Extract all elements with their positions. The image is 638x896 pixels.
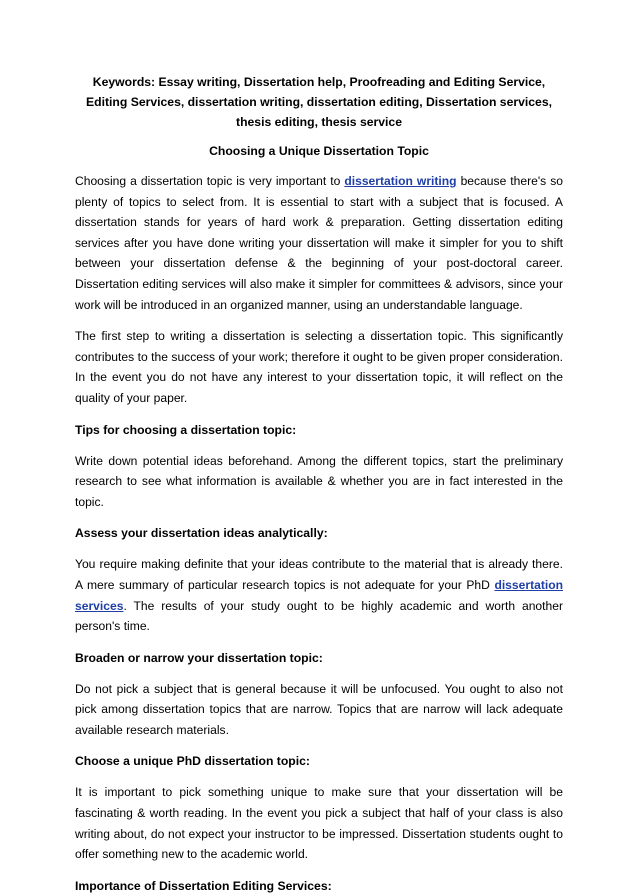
assess-paragraph [75,554,563,636]
tips-paragraph: Write down potential ideas beforehand. Among the different topics, start the preliminary research to see what information is available & whether you are in fact interested in the topic. [75,453,563,509]
first-step-paragraph: The first step to writing a dissertation is selecting a dissertation topic. This significantly contributes to the success of your work; therefore it ought to be given proper consideration. In the event you do not have any interest to your dissertation topic, it will reflect on the quality of your paper. [75,329,563,405]
tips-heading: Tips for choosing a dissertation topic: [75,422,297,437]
dissertation-writing-link[interactable]: dissertation writing [344,174,457,188]
intro-text-after: because there's so plenty of topics to select from. It is essential to start with a subject that is focused. A dissertation stands for years of hard work & preparation. Getting dissertation editing services after you have done writing your dissertation will make it simpler for you to shift between your dissertation defense & the beginning of your post-doctoral career. Dissertation editing services will also make it simpler for committees & advisors, since your work will be introduced in an organized manner, using an understandable language. [75,174,564,312]
broaden-paragraph: Do not pick a subject that is general because it will be unfocused. You ought to also not pick among dissertation topics that are narrow. Topics that are narrow will lack adequate available research materials. [75,681,563,737]
intro-text-before: Choosing a dissertation topic is very important to [75,174,345,188]
unique-topic-paragraph: It is important to pick something unique to make sure that your dissertation will be fascinating & worth reading. In the event you pick a subject that half of your class is also writing about, do not expect your instructor to be impressed. Dissertation students ought to offer something new to the academic world. [75,785,563,862]
assess-text-after: . The results of your study ought to be highly academic and worth another person's time. [75,598,563,634]
dissertation-services-link[interactable]: dissertation services [75,577,563,613]
intro-paragraph [75,171,563,315]
assess-heading: Assess your dissertation ideas analytically: [75,526,328,541]
unique-topic-heading: Choose a unique PhD dissertation topic: [75,754,310,769]
assess-text-before: You require making definite that your ideas contribute to the material that is already there. A mere summary of particular research topics is not adequate for your PhD [75,557,563,592]
keywords-line: Keywords: Essay writing, Dissertation help, Proofreading and Editing Service, Editing Services, dissertation writing, dissertation editing, Dissertation services, thesis editing, thesis service [86,75,552,129]
broaden-heading: Broaden or narrow your dissertation topic: [75,650,323,665]
page-title: Choosing a Unique Dissertation Topic [209,144,429,158]
importance-heading: Importance of Dissertation Editing Services: [75,878,332,893]
